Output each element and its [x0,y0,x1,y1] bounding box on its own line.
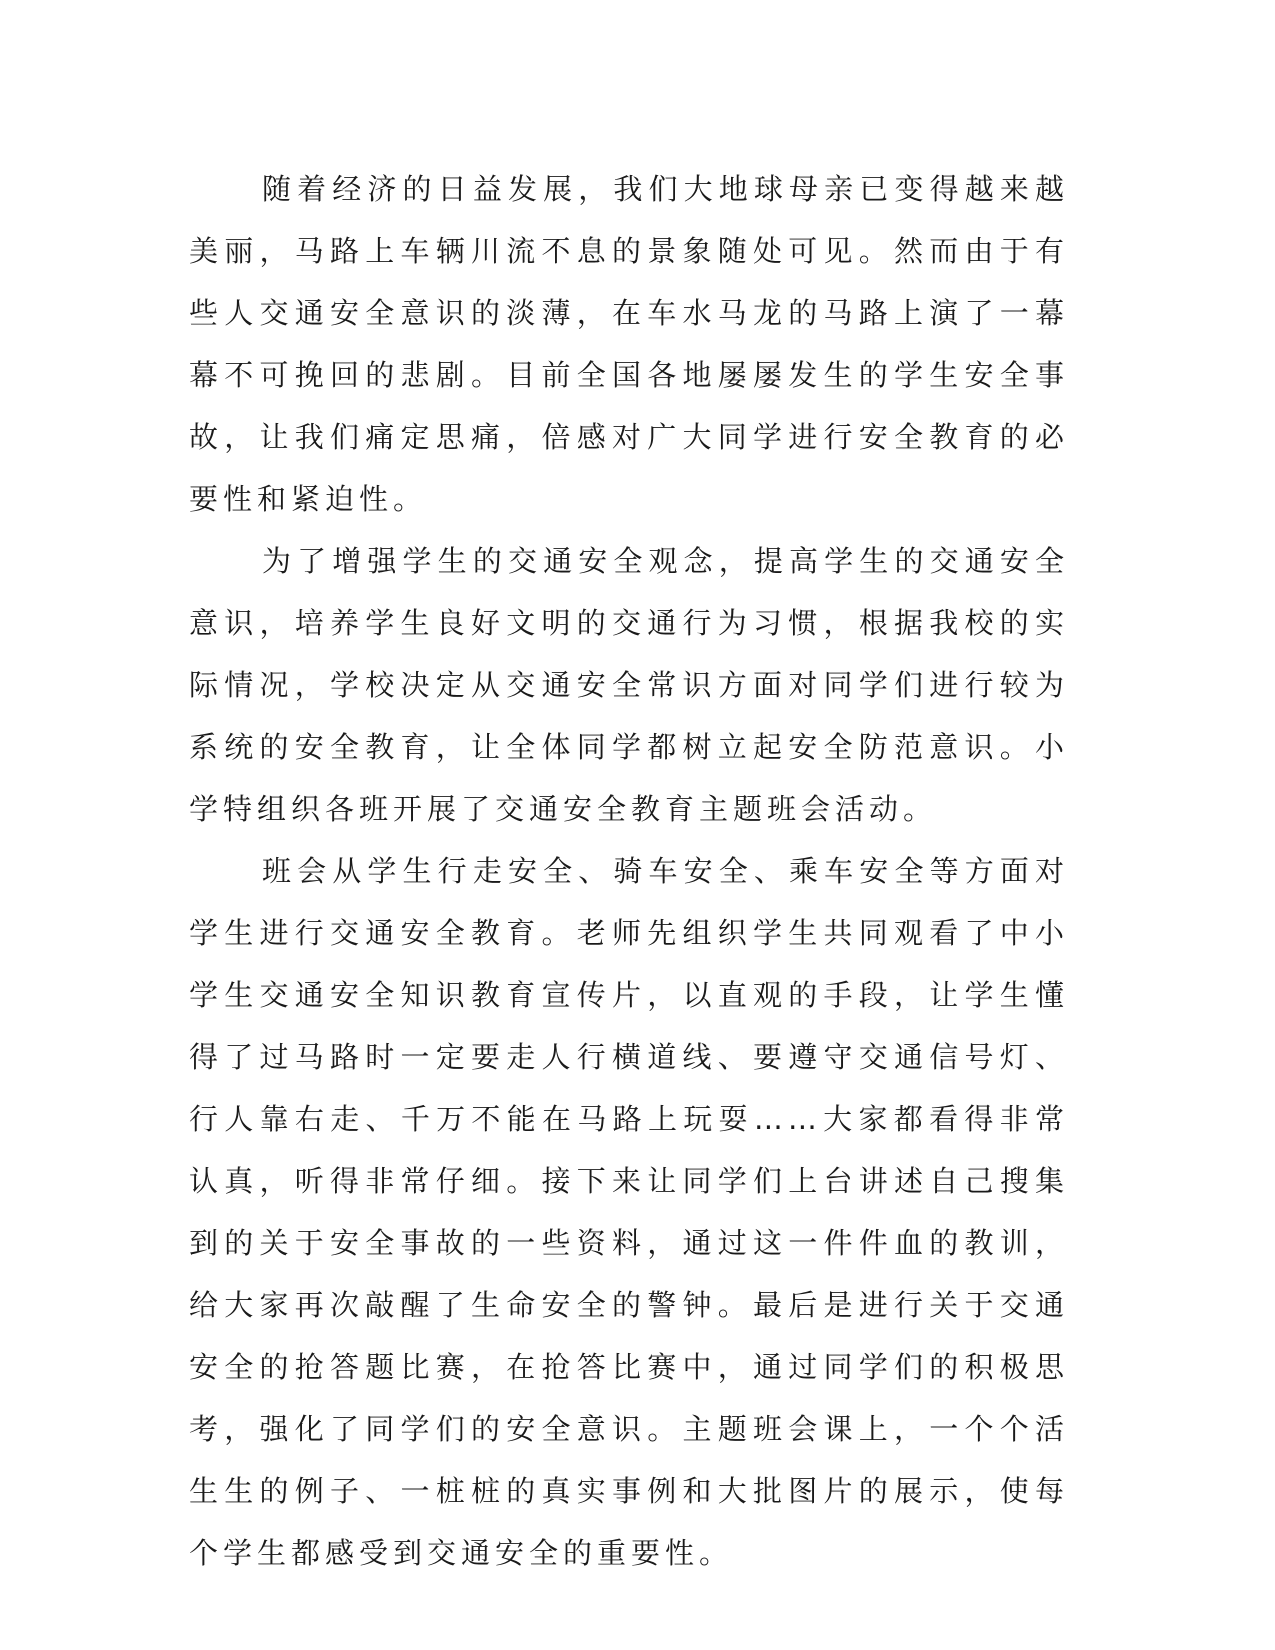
document-body [189,158,1069,1584]
paragraph-1: 随着经济的日益发展，我们大地球母亲已变得越来越美丽，马路上车辆川流不息的景象随处可见。然而由于有些人交通安全意识的淡薄，在车水马龙的马路上演了一幕幕不可挽回的悲剧。目前全国各地屡屡发生的学生安全事故，让我们痛定思痛，倍感对广大同学进行安全教育的必要性和紧迫性。 [189,172,1069,516]
paragraph-2: 为了增强学生的交通安全观念，提高学生的交通安全意识，培养学生良好文明的交通行为习惯，根据我校的实际情况，学校决定从交通安全常识方面对同学们进行较为系统的安全教育，让全体同学都树立起安全防范意识。小学特组织各班开展了交通安全教育主题班会活动。 [189,544,1069,826]
paragraph-3: 班会从学生行走安全、骑车安全、乘车安全等方面对学生进行交通安全教育。老师先组织学生共同观看了中小学生交通安全知识教育宣传片，以直观的手段，让学生懂得了过马路时一定要走人行横道线、要遵守交通信号灯、行人靠右走、千万不能在马路上玩耍……大家都看得非常认真，听得非常仔细。接下来让同学们上台讲述自己搜集到的关于安全事故的一些资料，通过这一件件血的教训，给大家再次敲醒了生命安全的警钟。最后是进行关于交通安全的抢答题比赛，在抢答比赛中，通过同学们的积极思考，强化了同学们的安全意识。主题班会课上，一个个活生生的例子、一桩桩的真实事例和大批图片的展示，使每个学生都感受到交通安全的重要性。 [189,854,1069,1570]
